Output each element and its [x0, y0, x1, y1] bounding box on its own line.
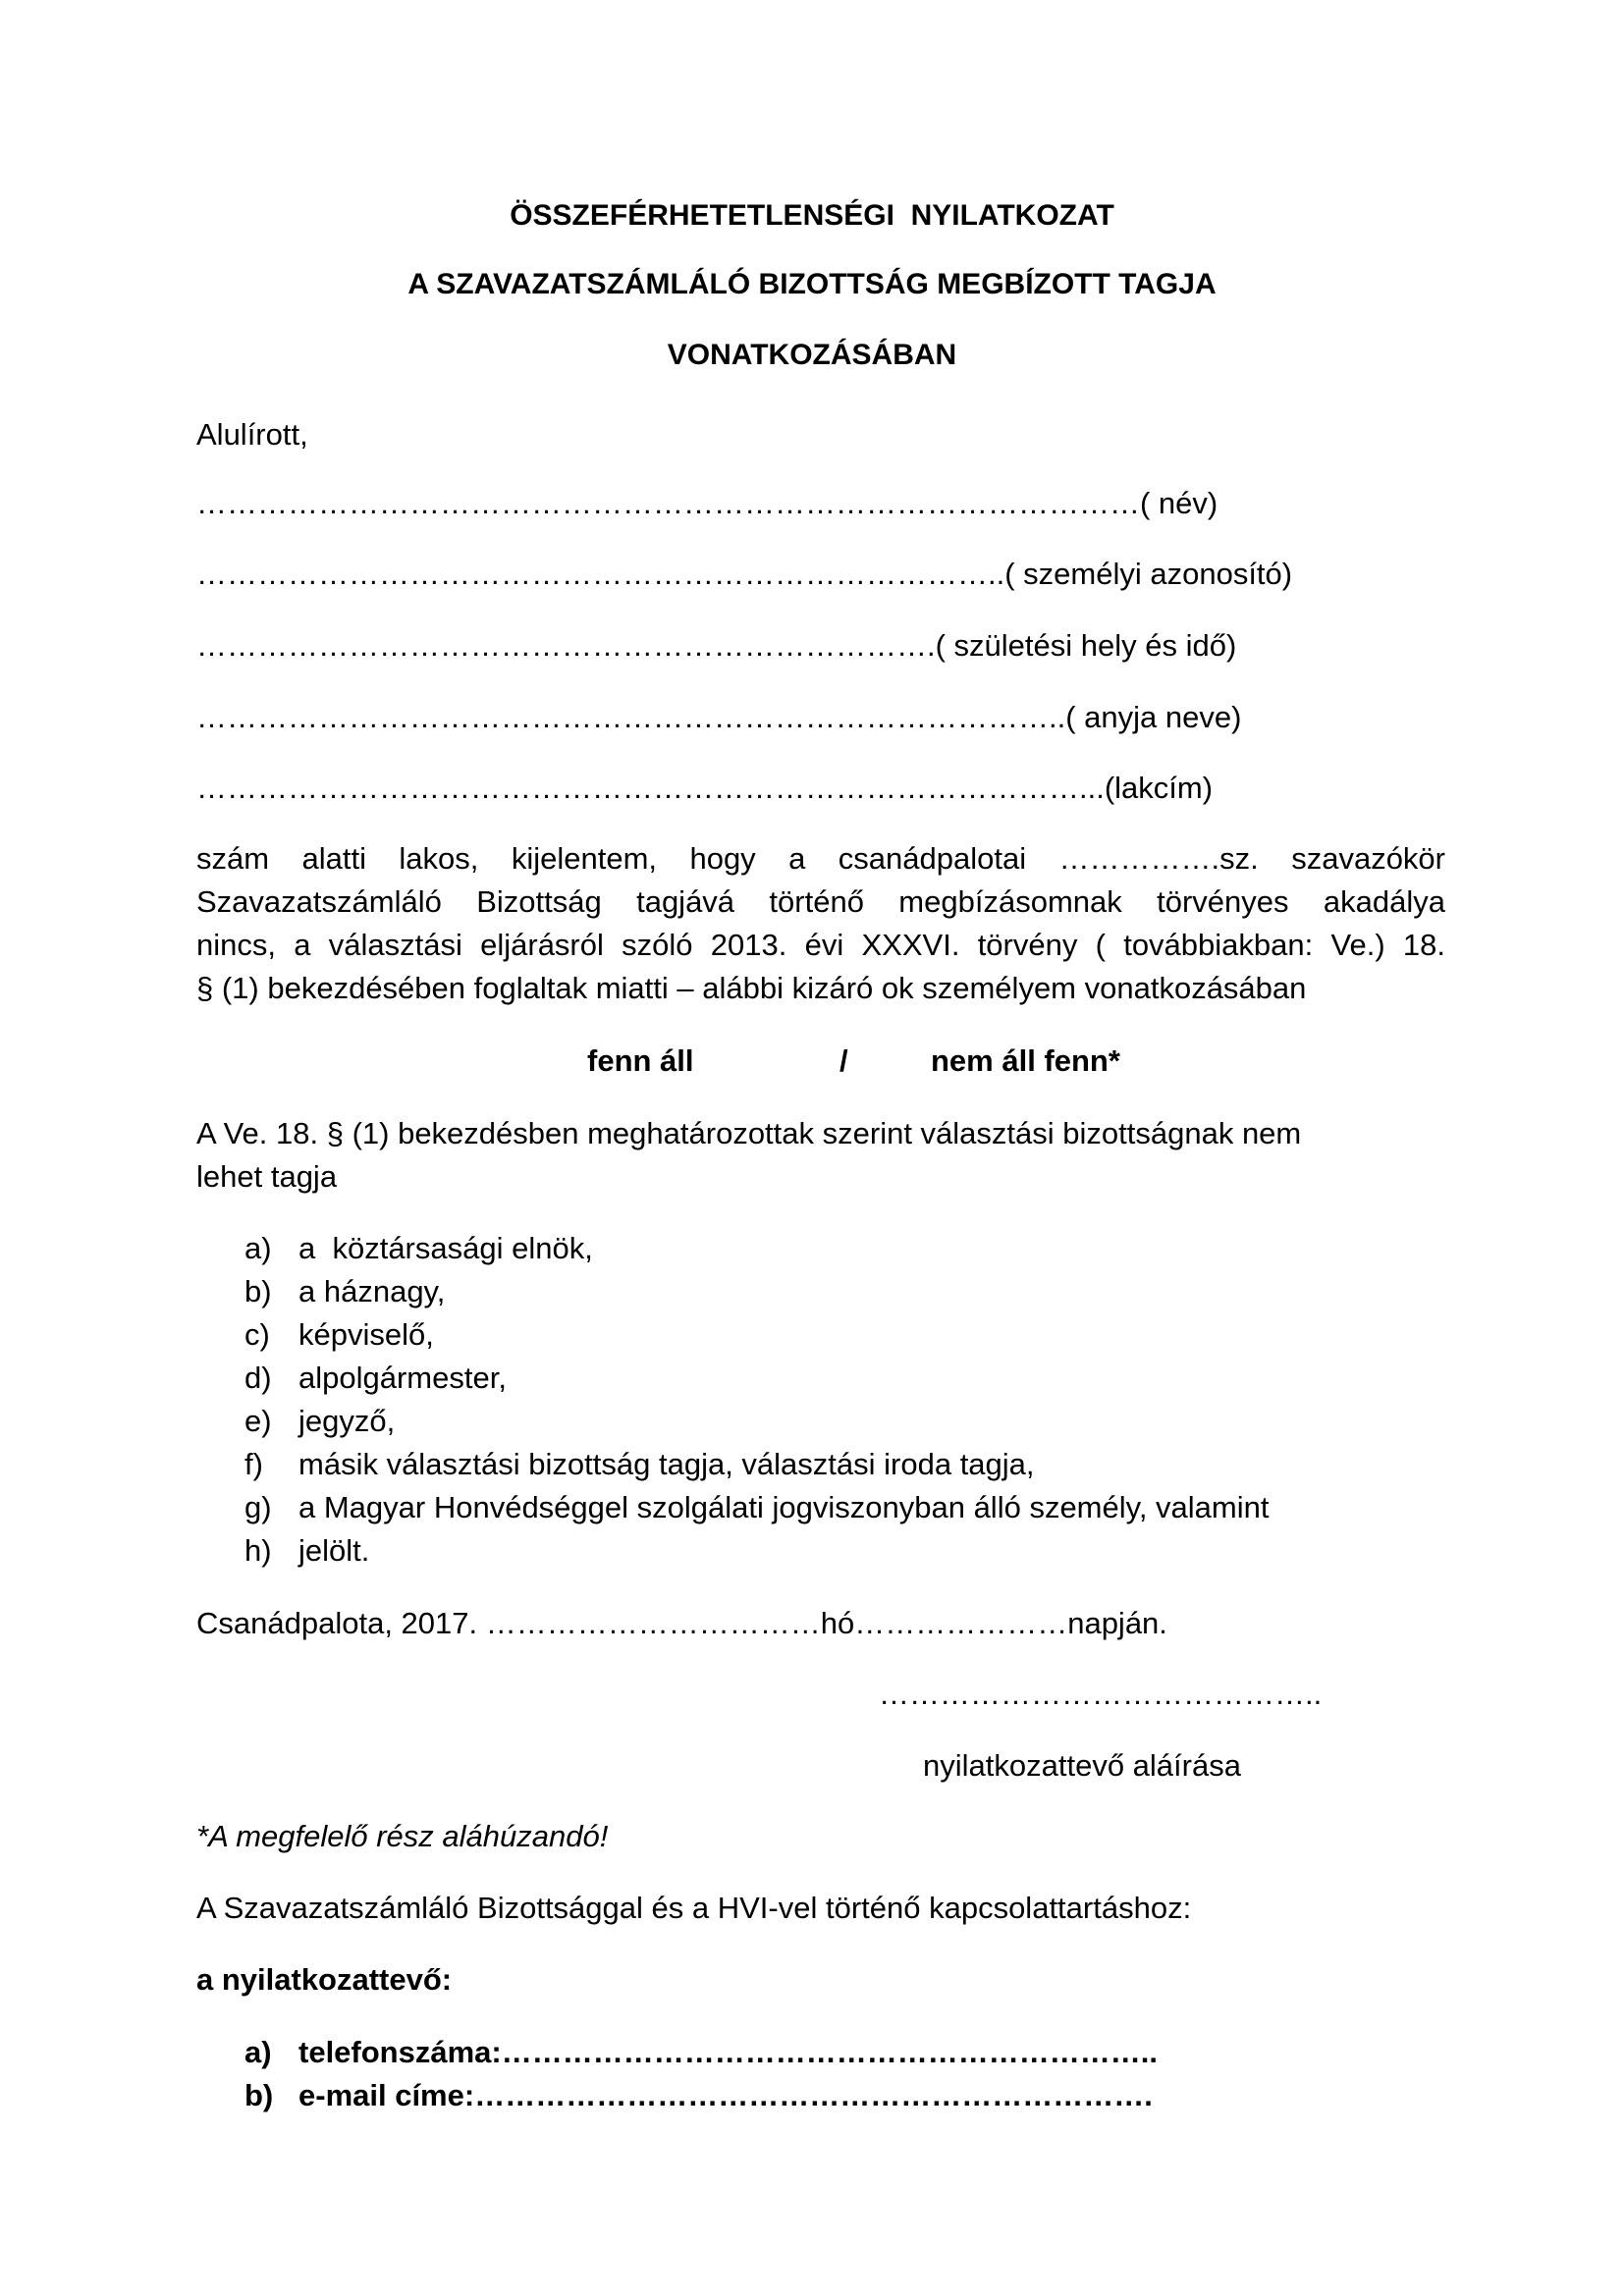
list-item	[244, 1404, 395, 1439]
field-address: ……………………………………………………………………………...(lakcím)	[196, 771, 1214, 805]
list-item-label: c)	[244, 1317, 270, 1352]
field-personal-id: ……………………………………………………………………..( személyi azonosító)	[196, 557, 1293, 591]
list-item-text: a köztársasági elnök,	[298, 1231, 593, 1265]
contact-heading: a nyilatkozattevő:	[196, 1962, 453, 1997]
list-item-text: képviselő,	[298, 1317, 434, 1352]
contact-item-text: telefonszáma:………………………………………………………..	[298, 2035, 1158, 2069]
title-line-2: A SZAVAZATSZÁMLÁLÓ BIZOTTSÁG MEGBÍZOTT TAGJA	[407, 268, 1217, 300]
list-item-label: d)	[244, 1361, 272, 1395]
list-item	[244, 1533, 369, 1569]
contact-item-text: e-mail címe:………………………………………………………….	[298, 2078, 1153, 2112]
contact-intro: A Szavazatszámláló Bizottsággal és a HVI-vel történő kapcsolattartáshoz:	[196, 1891, 1192, 1925]
list-item-text: jegyző,	[298, 1404, 396, 1438]
list-item	[244, 1274, 445, 1309]
list-item	[244, 1361, 507, 1396]
declaration-line-1: szám alatti lakos, kijelentem, hogy a csanádpalotai …………….sz. szavazókör	[196, 841, 1445, 876]
list-item-text: alpolgármester,	[298, 1361, 507, 1395]
list-item	[244, 1317, 434, 1353]
choice-option-applies: fenn áll	[587, 1043, 694, 1078]
declaration-line-3: nincs, a választási eljárásról szóló 2013. évi XXXVI. törvény ( továbbiakban: Ve.) 18.	[196, 928, 1445, 962]
contact-item-label: a)	[244, 2035, 272, 2069]
signature-label: nyilatkozattevő aláírása	[923, 1748, 1241, 1783]
title-line-1: ÖSSZEFÉRHETETLENSÉGI NYILATKOZAT	[510, 199, 1114, 232]
declaration-line-4: § (1) bekezdésében foglaltak miatti – alábbi kizáró ok személyem vonatkozásában	[196, 971, 1307, 1005]
list-item	[244, 1447, 1035, 1482]
list-item	[244, 1231, 593, 1266]
list-item-label: g)	[244, 1490, 272, 1524]
underline-note: *A megfelelő rész aláhúzandó!	[196, 1819, 609, 1853]
list-item-label: b)	[244, 1274, 272, 1308]
field-name: …………………………………………………………………………………( név)	[196, 486, 1218, 520]
list-item-text: másik választási bizottság tagja, választási iroda tagja,	[298, 1447, 1035, 1481]
contact-item-email	[244, 2078, 1153, 2113]
field-birth-place-date: ……………………………………………………………….( születési hely és idő)	[196, 628, 1237, 663]
contact-item-phone	[244, 2035, 1158, 2070]
ve-text-line-2: lehet tagja	[196, 1159, 338, 1194]
choice-separator: /	[839, 1043, 848, 1078]
list-item-text: a háznagy,	[298, 1274, 446, 1308]
ve-text-line-1: A Ve. 18. § (1) bekezdésben meghatározottak szerint választási bizottságnak nem	[196, 1116, 1302, 1150]
list-item-text: a Magyar Honvédséggel szolgálati jogviszonyban álló személy, valamint	[298, 1490, 1270, 1524]
contact-item-label: b)	[244, 2078, 274, 2112]
list-item-label: a)	[244, 1231, 272, 1265]
list-item-label: h)	[244, 1533, 272, 1568]
field-mother-name: …………………………………………………………………………..( anyja neve)	[196, 700, 1242, 734]
intro-text: Alulírott,	[196, 417, 308, 452]
choice-option-not-applies: nem áll fenn*	[931, 1043, 1120, 1078]
date-line: Csanádpalota, 2017. ……………………………hó…………………napján.	[196, 1606, 1167, 1640]
signature-line: ……………………………………..	[879, 1677, 1323, 1711]
declaration-line-2: Szavazatszámláló Bizottság tagjává történő megbízásomnak törvényes akadálya	[196, 884, 1445, 919]
title-line-3: VONATKOZÁSÁBAN	[667, 339, 957, 371]
list-item-label: f)	[244, 1447, 263, 1481]
list-item-text: jelölt.	[298, 1533, 370, 1568]
list-item-label: e)	[244, 1404, 272, 1438]
list-item	[244, 1490, 1270, 1525]
